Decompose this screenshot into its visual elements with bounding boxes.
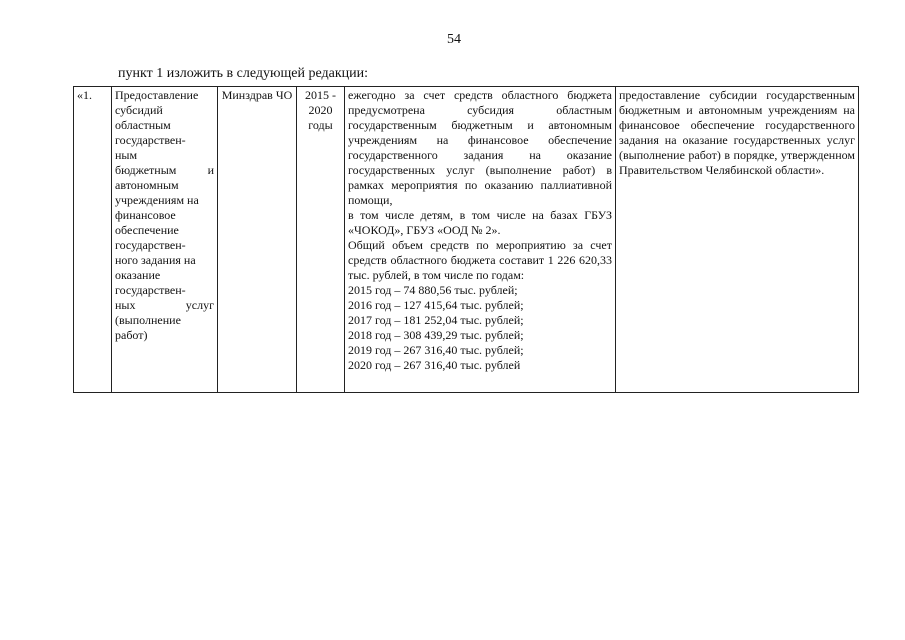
funding-year: 2017 год – 181 252,04 тыс. рублей; (348, 313, 524, 327)
activity-name-line: ного задания на (115, 253, 196, 267)
funding-year: 2016 год – 127 415,64 тыс. рублей; (348, 298, 524, 312)
funding-year: 2019 год – 267 316,40 тыс. рублей; (348, 343, 524, 357)
row-number-cell (74, 87, 112, 393)
activity-name-line: автономным (115, 178, 179, 192)
result-cell (616, 87, 859, 393)
intro-text: пункт 1 изложить в следующей редакции: (118, 66, 368, 81)
activity-name-line: работ) (115, 328, 148, 342)
funding-total: Общий объем средств по мероприятию за счет средств областного бюджета составит 1 226 620,33 тыс. рублей, в том числе по годам: (348, 238, 612, 282)
row-number: «1. (77, 88, 92, 102)
table-row (74, 87, 859, 393)
executor-cell (218, 87, 297, 393)
activity-name-line: ных услуг (115, 298, 214, 312)
activity-name-line: Предоставление (115, 88, 199, 102)
result-text: предоставление субсидии государственным бюджетным и автономным учреждениям на финансовое обеспечение государственного задания на оказание государственных услуг (выполнение работ) в порядке, утвержденном Правительством Челябинской области». (619, 88, 855, 177)
activity-name-line: субсидий (115, 103, 163, 117)
activity-name-line: обеспечение (115, 223, 179, 237)
activity-name-line: ным (115, 148, 138, 162)
funding-text: ежегодно за счет средств областного бюджета предусмотрена субсидия областным государственным бюджетным и автономным учреждениям на финансовое обеспечение государственного задания на оказание государственных услуг (выполнение работ) в рамках мероприятия по оказанию паллиативной помощи, (348, 88, 612, 207)
funding-children: в том числе детям, в том числе на базах ГБУЗ «ЧОКОД», ГБУЗ «ООД № 2». (348, 208, 612, 237)
funding-year: 2015 год – 74 880,56 тыс. рублей; (348, 283, 518, 297)
funding-cell (345, 87, 616, 393)
activity-name-line: государствен- (115, 238, 186, 252)
funding-year: 2020 год – 267 316,40 тыс. рублей (348, 358, 521, 372)
funding-year: 2018 год – 308 439,29 тыс. рублей; (348, 328, 524, 342)
page-number: 54 (447, 32, 461, 47)
activity-name-line: областным (115, 118, 171, 132)
activity-name-cell (112, 87, 218, 393)
activity-name-line: оказание (115, 268, 161, 282)
activity-name-line: финансовое (115, 208, 176, 222)
program-table (73, 86, 859, 393)
activity-name-line: государствен- (115, 133, 186, 147)
activity-name-line: (выполнение (115, 313, 181, 327)
activity-name-line: учреждениям на (115, 193, 199, 207)
period: 2015 - 2020 годы (305, 88, 336, 132)
activity-name-line: бюджетным и (115, 163, 214, 177)
activity-name-line: государствен- (115, 283, 186, 297)
executor: Минздрав ЧО (221, 88, 293, 102)
period-cell (297, 87, 345, 393)
